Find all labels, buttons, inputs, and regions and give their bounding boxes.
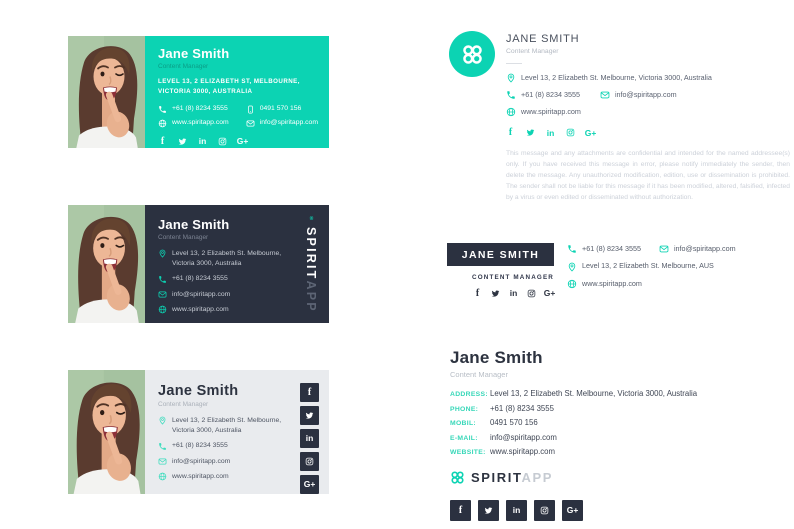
- signature-minimal: [449, 31, 790, 204]
- card-teal-body: [145, 36, 329, 148]
- phone-label: PHONE:: [450, 405, 479, 413]
- woman-photo-placeholder: [68, 36, 145, 148]
- address-row: [158, 249, 295, 269]
- labeled-contact-rows: [450, 389, 782, 456]
- person-title: CONTENT MANAGER: [472, 274, 554, 281]
- phone-value[interactable]: +61 (8) 8234 3555: [490, 403, 554, 413]
- mobile-value[interactable]: 0491 570 156: [490, 418, 538, 427]
- phone-row: [158, 441, 291, 451]
- mobile-label: MOBIL:: [450, 420, 476, 427]
- address-row: [158, 416, 291, 436]
- address-value: Level 13, 2 Elizabeth St. Melbourne, Victoria 3000, Australia: [172, 417, 282, 434]
- brand-app: APP: [304, 280, 318, 313]
- mail-icon: [659, 244, 669, 254]
- linkedin-icon[interactable]: in: [509, 288, 518, 299]
- person-name: Jane Smith: [158, 383, 239, 399]
- clover-logo-icon: [461, 43, 484, 66]
- website-row: [158, 118, 242, 128]
- phone-icon: [567, 244, 577, 254]
- phone-icon: [158, 442, 167, 451]
- facebook-icon[interactable]: f: [508, 126, 513, 138]
- linkedin-icon[interactable]: in: [506, 500, 527, 521]
- phone-icon: [158, 275, 167, 284]
- instagram-icon[interactable]: [566, 128, 575, 137]
- website-value[interactable]: www.spiritapp.com: [521, 106, 581, 116]
- person-title: Content Manager: [158, 234, 209, 241]
- address-row: [567, 261, 792, 271]
- person-title: Content Manager: [506, 48, 559, 55]
- divider: [506, 63, 522, 64]
- brand-wordmark: [471, 470, 553, 485]
- globe-icon: [158, 119, 167, 128]
- phone-row: [158, 274, 295, 284]
- profile-photo: [68, 36, 145, 148]
- website-label: WEBSITE:: [450, 449, 486, 456]
- website-value[interactable]: www.spiritapp.com: [172, 472, 229, 480]
- google-plus-icon[interactable]: G+: [543, 288, 556, 299]
- website-row: [450, 447, 782, 456]
- linkedin-icon[interactable]: in: [546, 127, 555, 138]
- twitter-icon[interactable]: [478, 500, 499, 521]
- mobile-value[interactable]: 0491 570 156: [259, 105, 302, 113]
- email-value[interactable]: info@spiritapp.com: [490, 432, 557, 442]
- address-value: Level 13, 2 Elizabeth St. Melbourne, AUS: [582, 261, 714, 271]
- phone-row: [450, 404, 782, 413]
- email-row: [659, 244, 736, 254]
- signature-card-teal: [68, 36, 329, 148]
- email-row: [158, 457, 291, 467]
- globe-icon: [506, 107, 516, 117]
- brand-spirit: SPIRIT: [304, 227, 318, 281]
- social-icons-row: [158, 137, 318, 146]
- email-value[interactable]: info@spiritapp.com: [614, 89, 677, 99]
- signature-card-light: [68, 370, 329, 494]
- address-value: Level 13, 2 Elizabeth St. Melbourne, Victoria 3000, Australia: [172, 250, 282, 267]
- website-row: [567, 279, 792, 289]
- mail-icon: [158, 457, 167, 466]
- contact-grid: [158, 104, 318, 128]
- signature-labeled: [450, 348, 782, 521]
- phone-value[interactable]: +61 (8) 8234 3555: [172, 105, 228, 113]
- phone-email-row: [506, 90, 790, 100]
- address-value: Level 13, 2 Elizabeth St. Melbourne, Victoria 3000, Australia: [490, 389, 698, 398]
- email-label: E-MAIL:: [450, 434, 478, 442]
- pin-icon: [158, 249, 167, 258]
- phone-row: [506, 90, 580, 100]
- email-row: [158, 290, 295, 300]
- address-value: Level 13, 2 Elizabeth St. Melbourne, Victoria 3000, Australia: [521, 73, 712, 82]
- globe-icon: [158, 472, 167, 481]
- email-row: [246, 118, 318, 128]
- instagram-icon[interactable]: [527, 289, 536, 298]
- social-icons-row: [473, 289, 554, 298]
- spiritapp-logo: [450, 470, 782, 485]
- facebook-icon[interactable]: f: [475, 287, 480, 299]
- contact-rows: [506, 73, 790, 117]
- mobile-row: [246, 104, 318, 114]
- google-plus-icon[interactable]: G+: [562, 500, 583, 521]
- contact-rows: [158, 249, 295, 315]
- person-name: JANE SMITH: [506, 33, 580, 45]
- address-label: ADDRESS:: [450, 391, 488, 398]
- twitter-icon[interactable]: [178, 137, 187, 146]
- person-name: Jane Smith: [158, 217, 230, 232]
- social-icons-row: [450, 500, 782, 521]
- instagram-icon[interactable]: [218, 137, 227, 146]
- profile-photo: [68, 370, 145, 494]
- mobile-row: [450, 418, 782, 427]
- social-icons-column: [300, 383, 319, 494]
- address-row: [506, 73, 790, 83]
- signature-boxed: [447, 243, 792, 298]
- brand-wordmark: [304, 227, 318, 313]
- person-name: Jane Smith: [450, 348, 543, 367]
- website-value[interactable]: www.spiritapp.com: [172, 119, 229, 127]
- woman-photo-placeholder: [68, 370, 145, 494]
- person-title: Content Manager: [158, 63, 209, 70]
- signature-boxed-left: [447, 243, 554, 298]
- google-plus-icon[interactable]: G+: [584, 127, 597, 138]
- mail-icon: [158, 290, 167, 299]
- facebook-icon[interactable]: f: [160, 135, 165, 147]
- address-text: LEVEL 13, 2 ELIZABETH ST, MELBOURNE, VICTORIA 3000, AUSTRALIA: [158, 78, 300, 96]
- website-value[interactable]: www.spiritapp.com: [172, 305, 229, 313]
- website-row: [506, 107, 790, 117]
- social-icons-row: [506, 128, 790, 137]
- card-dark-body: [145, 205, 329, 323]
- card-light-body: [145, 370, 329, 494]
- twitter-icon[interactable]: [300, 406, 319, 425]
- email-row: [450, 433, 782, 442]
- website-row: [158, 305, 295, 315]
- clover-logo-icon: [304, 216, 319, 220]
- brand-app: APP: [521, 470, 554, 485]
- instagram-icon[interactable]: [534, 500, 555, 521]
- address-row: [450, 389, 782, 398]
- email-value[interactable]: info@spiritapp.com: [673, 244, 736, 253]
- google-plus-icon[interactable]: G+: [300, 475, 319, 494]
- phone-row: [567, 244, 641, 254]
- signature-boxed-contacts: [567, 243, 792, 298]
- person-name-box: JANE SMITH: [447, 243, 554, 266]
- twitter-icon[interactable]: [491, 289, 500, 298]
- woman-photo-placeholder: [68, 205, 145, 323]
- email-row: [600, 90, 677, 100]
- person-title: Content Manager: [158, 401, 209, 408]
- twitter-icon[interactable]: [526, 128, 535, 137]
- pin-icon: [158, 416, 167, 425]
- instagram-icon[interactable]: [300, 452, 319, 471]
- website-value[interactable]: www.spiritapp.com: [582, 278, 642, 288]
- signature-card-dark: [68, 205, 329, 323]
- google-plus-icon[interactable]: G+: [236, 136, 249, 147]
- phone-value[interactable]: +61 (8) 8234 3555: [172, 442, 228, 450]
- website-row: [158, 472, 291, 482]
- person-name: Jane Smith: [158, 46, 230, 61]
- linkedin-icon[interactable]: in: [300, 429, 319, 448]
- email-value[interactable]: info@spiritapp.com: [172, 457, 231, 465]
- pin-icon: [506, 73, 516, 83]
- facebook-icon[interactable]: f: [300, 383, 319, 402]
- phone-value[interactable]: +61 (8) 8234 3555: [582, 244, 641, 253]
- clover-logo-badge: [449, 31, 495, 77]
- mobile-icon: [246, 105, 255, 114]
- phone-email-row: [567, 244, 792, 254]
- globe-icon: [158, 305, 167, 314]
- spiritapp-vertical-logo: [301, 216, 321, 313]
- linkedin-icon[interactable]: in: [198, 136, 207, 147]
- phone-row: [158, 104, 242, 114]
- phone-icon: [158, 105, 167, 114]
- globe-icon: [567, 279, 577, 289]
- website-value[interactable]: www.spiritapp.com: [490, 447, 555, 456]
- phone-value[interactable]: +61 (8) 8234 3555: [521, 89, 580, 99]
- facebook-icon[interactable]: f: [450, 500, 471, 521]
- email-disclaimer: This message and any attachments are confidential and intended for the named addressee(s) only. If you have received this message in error, please notify immediately the sender, then delete the message. Any unauthorized modification, edition, use or dissemination is prohibited. The sender shall not be liable for this message if it has been modified, altered, falsified, infected by a virus or even edited or disseminated without authorization.: [506, 150, 790, 201]
- contact-rows: [158, 416, 291, 482]
- phone-value[interactable]: +61 (8) 8234 3555: [172, 275, 228, 283]
- person-title: Content Manager: [450, 370, 508, 379]
- profile-photo: [68, 205, 145, 323]
- brand-spirit: SPIRIT: [471, 470, 522, 485]
- clover-logo-icon: [450, 470, 465, 485]
- email-value[interactable]: info@spiritapp.com: [259, 119, 318, 127]
- pin-icon: [567, 262, 577, 272]
- mail-icon: [246, 119, 255, 128]
- phone-icon: [506, 90, 516, 100]
- email-value[interactable]: info@spiritapp.com: [172, 290, 231, 298]
- mail-icon: [600, 90, 610, 100]
- signature-minimal-content: [506, 31, 790, 204]
